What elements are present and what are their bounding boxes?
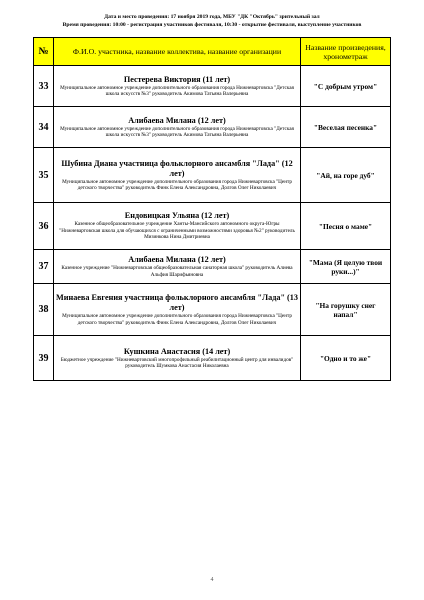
row-number: 35 [34, 148, 54, 203]
row-number: 37 [34, 250, 54, 284]
participant-name: Шубина Диана участница фольклорного ансамбля "Лада" (12 лет) [61, 158, 293, 178]
participant-name: Пестерева Виктория (11 лет) [123, 74, 231, 84]
participant-name: Минаева Евгения участница фольклорного ансамбля "Лада" (13 лет) [56, 293, 298, 313]
participant-name: Алибаева Милана (12 лет) [128, 255, 226, 265]
piece-title: "Одно и то же" [301, 336, 391, 381]
piece-title: "Песня о маме" [301, 203, 391, 250]
event-time: Время проведения: 10:00 - регистрация участников фестиваля, 10:30 - открытие фестиваля, выступление участников [62, 22, 362, 28]
piece-title: "Веселая песенка" [301, 107, 391, 148]
organization: Казенное общеобразовательное учреждение Ханты-Мансийского автономного округа-Югры "Нижневартовская школа для обучающихся с ограниченными возможностями здоровья №2" руководитель Мизинкова Нина Дмитриевна [59, 221, 295, 241]
column-header-piece: Название произведения, хронометраж [301, 38, 391, 66]
participant-name: Алибаева Милана (12 лет) [128, 115, 226, 125]
row-number: 36 [34, 203, 54, 250]
page-number: 4 [210, 577, 214, 583]
table-row [34, 336, 391, 381]
piece-title: "Мама (Я целую твои руки...)" [301, 250, 391, 284]
column-header-participant: Ф.И.О. участника, название коллектива, название организации [54, 38, 301, 66]
table-row [34, 284, 391, 336]
column-header-number: № [34, 38, 54, 66]
participant-cell [54, 250, 301, 284]
participant-name: Кушкина Анастасия (14 лет) [123, 346, 231, 356]
row-number: 38 [34, 284, 54, 336]
piece-title: "Ай, на горе дуб" [301, 148, 391, 203]
table-header [34, 38, 391, 66]
piece-title: "С добрым утром" [301, 66, 391, 107]
organization: Бюджетное учреждение "Нижневартовский многопрофильный реабилитационный центр для инвалидов" руководитель Шумкова Анастасия Николаевна [60, 356, 294, 369]
organization: Муниципальное автономное учреждение дополнительного образования города Нижневартовска "Центр детского творчества" руководитель Финк Елена Александровна, Долгов Олег Николаевич [62, 313, 292, 326]
event-date-location: Дата и место проведения: 17 ноября 2019 года, МБУ "ДК "Октябрь" зрительный зал [104, 14, 320, 20]
participant-cell [54, 66, 301, 107]
participant-cell [54, 148, 301, 203]
table-row [34, 203, 391, 250]
participant-cell [54, 336, 301, 381]
participant-cell [54, 203, 301, 250]
table-row [34, 250, 391, 284]
organization: Муниципальное автономное учреждение дополнительного образования города Нижневартовска "Детская школа искусств №3" руководитель Акимова Татьяна Валерьевна [60, 125, 294, 138]
table-row [34, 107, 391, 148]
organization: Муниципальное автономное учреждение дополнительного образования города Нижневартовска "Детская школа искусств №3" руководитель Акимова Татьяна Валерьевна [60, 84, 294, 97]
participant-name: Ендовицкая Ульяна (12 лет) [124, 211, 230, 221]
table-row [34, 66, 391, 107]
piece-title: "На горушку снег напал" [301, 284, 391, 336]
participant-cell [54, 107, 301, 148]
organization: Казенное учреждение "Нижневартовская общеобразовательная санаторная школа" руководитель Алиева Альфия Шарифьяновна [61, 265, 293, 278]
table-row [34, 148, 391, 203]
participants-table [33, 37, 391, 381]
row-number: 39 [34, 336, 54, 381]
row-number: 33 [34, 66, 54, 107]
row-number: 34 [34, 107, 54, 148]
participant-cell [54, 284, 301, 336]
organization: Муниципальное автономное учреждение дополнительного образования города Нижневартовска "Центр детского творчества" руководитель Финк Елена Александровна, Долгов Олег Николаевич [62, 178, 292, 191]
